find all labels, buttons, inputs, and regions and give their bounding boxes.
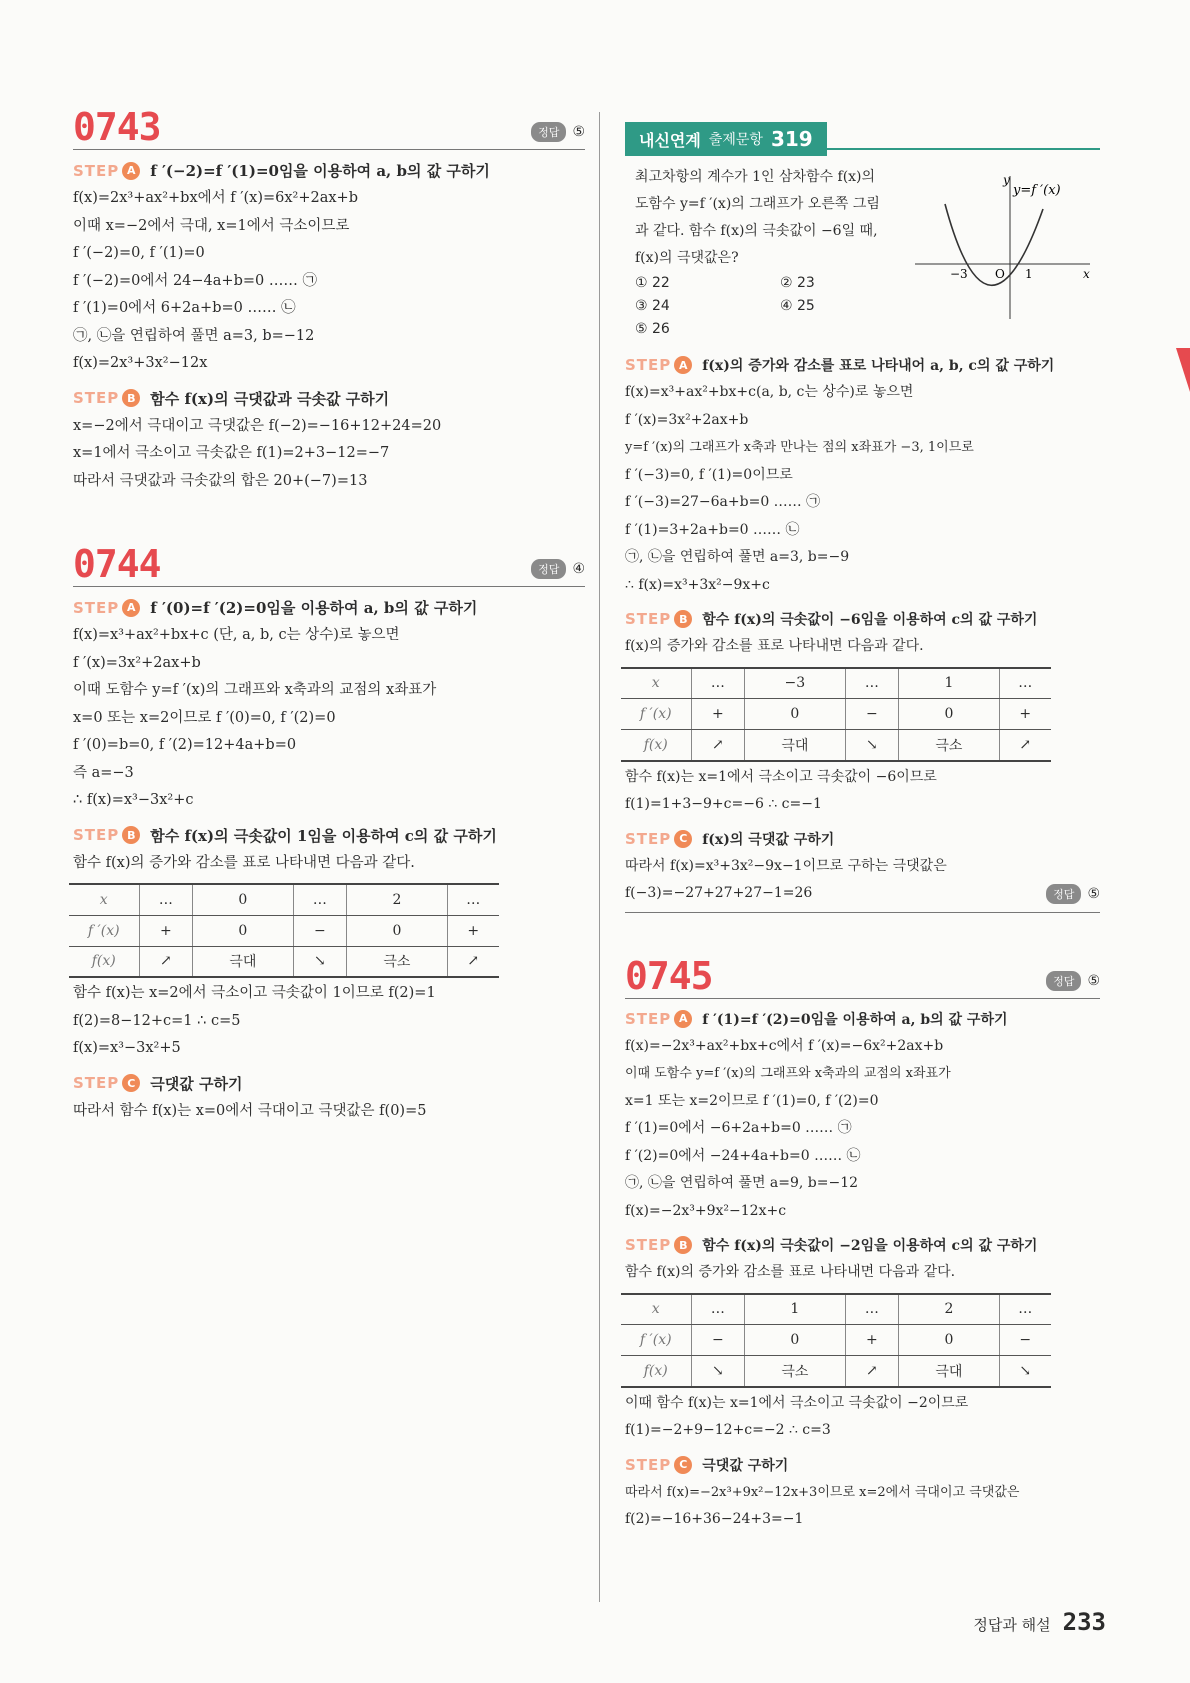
solution-line: 따라서 함수 f(x)는 x=0에서 극대이고 극댓값은 f(0)=5 bbox=[73, 1102, 427, 1119]
step-letter-icon: A bbox=[122, 599, 140, 617]
solution-line: f(x)=2x³+3x²−12x bbox=[73, 355, 208, 371]
step-c bbox=[625, 1455, 1100, 1475]
step-label: STEP bbox=[625, 356, 672, 374]
linked-problem-header bbox=[625, 122, 1100, 156]
step-c bbox=[625, 829, 1100, 849]
problem-0744 bbox=[73, 542, 585, 1125]
table-cell: … bbox=[139, 884, 193, 915]
tab-number: 319 bbox=[770, 127, 813, 151]
step-title: 함수 f(x)의 극솟값이 −2임을 이용하여 c의 값 구하기 bbox=[702, 1238, 1038, 1254]
problem-header bbox=[625, 953, 1100, 999]
sign-table bbox=[69, 883, 499, 978]
choice-3: ③ 24 bbox=[635, 298, 670, 314]
step-c bbox=[73, 1073, 585, 1094]
solution-line: f(x)=x³+ax²+bx+c (단, a, b, c는 상수)로 놓으면 bbox=[73, 627, 400, 643]
solution-line: 즉 a=−3 bbox=[73, 764, 134, 781]
step-b bbox=[73, 825, 585, 846]
step-label: STEP bbox=[625, 610, 672, 628]
choice-4: ④ 25 bbox=[780, 298, 815, 314]
step-letter-icon: C bbox=[122, 1074, 140, 1092]
step-letter-icon: B bbox=[674, 610, 692, 628]
step-title: 극댓값 구하기 bbox=[702, 1457, 789, 1474]
step-label: STEP bbox=[73, 598, 120, 617]
solution-line: f(1)=1+3−9+c=−6 ∴ c=−1 bbox=[625, 796, 822, 812]
step-title: f ′(0)=f ′(2)=0임을 이용하여 a, b의 값 구하기 bbox=[150, 599, 478, 617]
step-label: STEP bbox=[625, 1236, 672, 1254]
root-label: 1 bbox=[1025, 267, 1033, 281]
table-cell: f ′(x) bbox=[69, 915, 139, 946]
answer-indicator bbox=[1046, 971, 1100, 991]
curve-label: y=f ′(x) bbox=[1013, 183, 1061, 198]
table-row bbox=[69, 946, 499, 977]
problem-number: 0744 bbox=[73, 542, 161, 586]
choice-5: ⑤ 26 bbox=[635, 321, 670, 337]
table-cell: ↗ bbox=[691, 730, 745, 761]
table-cell: −3 bbox=[745, 668, 845, 699]
step-title: f ′(−2)=f ′(1)=0임을 이용하여 a, b의 값 구하기 bbox=[150, 162, 490, 180]
step-b bbox=[625, 1235, 1100, 1255]
solution-line: f ′(1)=3+2a+b=0 …… ㉡ bbox=[625, 521, 800, 538]
footer-label: 정답과 해설 bbox=[973, 1616, 1051, 1634]
sign-table bbox=[621, 667, 1051, 762]
table-row bbox=[621, 730, 1051, 761]
table-cell: ↗ bbox=[999, 730, 1051, 761]
table-row bbox=[621, 1356, 1051, 1387]
answer-indicator bbox=[531, 122, 585, 142]
solution-line: f(2)=−16+36−24+3=−1 bbox=[625, 1511, 804, 1527]
table-cell: + bbox=[845, 1325, 899, 1356]
table-cell: … bbox=[691, 668, 745, 699]
header-rule bbox=[827, 148, 1100, 150]
step-a bbox=[73, 160, 585, 181]
solution-line: f ′(x)=3x²+2ax+b bbox=[625, 411, 749, 428]
answer-badge: 정답 bbox=[1046, 971, 1081, 991]
origin-label: O bbox=[995, 267, 1005, 281]
sign-table bbox=[621, 1293, 1051, 1388]
step-letter-icon: B bbox=[674, 1236, 692, 1254]
choice-2: ② 23 bbox=[780, 275, 815, 291]
naesin-linked-problem bbox=[625, 122, 1100, 913]
solution-line: 따라서 f(x)=x³+3x²−9x−1이므로 구하는 극댓값은 bbox=[625, 857, 947, 874]
step-b bbox=[73, 388, 585, 409]
answer-badge: 정답 bbox=[1046, 884, 1081, 904]
solution-line: f(x)=x³−3x²+5 bbox=[73, 1040, 181, 1056]
solution-line: f(x)=−2x³+ax²+bx+c에서 f ′(x)=−6x²+2ax+b bbox=[625, 1037, 944, 1054]
step-label: STEP bbox=[625, 1455, 672, 1474]
linked-problem-tab bbox=[625, 122, 827, 156]
table-cell: … bbox=[999, 668, 1051, 699]
table-row bbox=[621, 699, 1051, 730]
solution-line: f ′(2)=0에서 −24+4a+b=0 …… ㉡ bbox=[625, 1147, 861, 1164]
solution-line: f(x)=−2x³+9x²−12x+c bbox=[625, 1202, 787, 1219]
step-title: 함수 f(x)의 극솟값이 −6임을 이용하여 c의 값 구하기 bbox=[702, 612, 1038, 628]
table-cell: ↘ bbox=[999, 1356, 1051, 1387]
x-axis-label: x bbox=[1083, 267, 1090, 281]
step-a bbox=[625, 1009, 1100, 1029]
solution-line: f(x)의 증가와 감소를 표로 나타내면 다음과 같다. bbox=[625, 638, 924, 654]
table-row bbox=[621, 1325, 1051, 1356]
solution-line: 이때 함수 f(x)는 x=1에서 극소이고 극솟값이 −2이므로 bbox=[625, 1394, 969, 1411]
solution-line: x=−2에서 극대이고 극댓값은 f(−2)=−16+12+24=20 bbox=[73, 417, 442, 434]
table-cell: f(x) bbox=[621, 1356, 691, 1387]
step-label: STEP bbox=[625, 1009, 672, 1028]
question-line: 도함수 y=f ′(x)의 그래프가 오른쪽 그림 bbox=[635, 196, 880, 212]
question-line: 최고차항의 계수가 1인 삼차함수 f(x)의 bbox=[635, 169, 876, 185]
table-cell: x bbox=[69, 884, 139, 915]
answer-choices bbox=[635, 272, 915, 341]
table-cell: … bbox=[293, 884, 347, 915]
y-axis-label: y bbox=[1003, 173, 1010, 187]
page-number: 233 bbox=[1062, 1608, 1106, 1636]
solution-line: 함수 f(x)의 증가와 감소를 표로 나타내면 다음과 같다. bbox=[625, 1264, 956, 1280]
table-cell: 0 bbox=[193, 915, 293, 946]
step-letter-icon: C bbox=[674, 830, 692, 848]
step-a bbox=[625, 355, 1100, 375]
column-divider bbox=[599, 112, 600, 1602]
table-cell: + bbox=[691, 699, 745, 730]
table-cell: ↗ bbox=[845, 1356, 899, 1387]
table-cell: x bbox=[621, 1294, 691, 1325]
solution-line: 이때 도함수 y=f ′(x)의 그래프와 x축과의 교점의 x좌표가 bbox=[625, 1066, 951, 1081]
solution-line: ㉠, ㉡을 연립하여 풀면 a=9, b=−12 bbox=[625, 1175, 859, 1191]
step-label: STEP bbox=[73, 1074, 120, 1092]
step-label: STEP bbox=[73, 389, 120, 407]
table-cell: 극소 bbox=[899, 730, 999, 761]
table-cell: 0 bbox=[899, 699, 999, 730]
solution-line: ㉠, ㉡을 연립하여 풀면 a=3, b=−12 bbox=[73, 327, 315, 344]
problem-header bbox=[73, 542, 585, 587]
page-edge-marker bbox=[1176, 348, 1190, 392]
step-title: f ′(1)=f ′(2)=0임을 이용하여 a, b의 값 구하기 bbox=[702, 1011, 1008, 1028]
table-cell: + bbox=[139, 915, 193, 946]
solution-line: ㉠, ㉡을 연립하여 풀면 a=3, b=−9 bbox=[625, 549, 850, 565]
table-cell: − bbox=[293, 915, 347, 946]
table-cell: 0 bbox=[193, 884, 293, 915]
question-line: 과 같다. 함수 f(x)의 극솟값이 −6일 때, bbox=[635, 223, 878, 239]
solution-line: 따라서 f(x)=−2x³+9x²−12x+3이므로 x=2에서 극대이고 극댓값은 bbox=[625, 1484, 1020, 1500]
step-title: 극댓값 구하기 bbox=[150, 1074, 243, 1093]
table-cell: 0 bbox=[745, 1325, 845, 1356]
question-line: f(x)의 극댓값은? bbox=[635, 250, 739, 266]
table-cell: ↘ bbox=[845, 730, 899, 761]
problem-0745 bbox=[625, 953, 1100, 1534]
table-cell: … bbox=[999, 1294, 1051, 1325]
table-cell: … bbox=[691, 1294, 745, 1325]
table-cell: 극대 bbox=[745, 730, 845, 761]
table-cell: … bbox=[845, 668, 899, 699]
table-cell: − bbox=[999, 1325, 1051, 1356]
table-cell: f ′(x) bbox=[621, 1325, 691, 1356]
table-cell: x bbox=[621, 668, 691, 699]
step-label: STEP bbox=[73, 826, 120, 844]
solution-line: 이때 도함수 y=f ′(x)의 그래프와 x축과의 교점의 x좌표가 bbox=[73, 682, 437, 698]
table-cell: 2 bbox=[347, 884, 447, 915]
tab-title: 내신연계 bbox=[639, 130, 701, 150]
solution-line: 함수 f(x)는 x=1에서 극소이고 극솟값이 −6이므로 bbox=[625, 768, 937, 785]
table-cell: 극소 bbox=[347, 946, 447, 977]
problem-0743 bbox=[73, 105, 585, 495]
table-cell: 극소 bbox=[745, 1356, 845, 1387]
step-letter-icon: A bbox=[674, 1010, 692, 1028]
step-b bbox=[625, 609, 1100, 629]
table-cell: 0 bbox=[745, 699, 845, 730]
solution-line: ∴ f(x)=x³−3x²+c bbox=[73, 792, 194, 808]
table-cell: f(x) bbox=[69, 946, 139, 977]
step-label: STEP bbox=[73, 161, 120, 180]
step-letter-icon: B bbox=[122, 826, 140, 844]
answer-badge: 정답 bbox=[531, 122, 566, 142]
table-cell: 극대 bbox=[899, 1356, 999, 1387]
answer-value: ④ bbox=[572, 561, 585, 577]
solution-line: f ′(1)=0에서 6+2a+b=0 …… ㉡ bbox=[73, 300, 296, 316]
table-cell: ↘ bbox=[293, 946, 347, 977]
solution-line: f ′(−2)=0, f ′(1)=0 bbox=[73, 245, 205, 261]
table-row bbox=[69, 915, 499, 946]
solution-line: 함수 f(x)의 증가와 감소를 표로 나타내면 다음과 같다. bbox=[73, 854, 415, 871]
table-row bbox=[69, 884, 499, 915]
table-cell: − bbox=[845, 699, 899, 730]
problem-number: 0745 bbox=[625, 953, 713, 998]
solution-line: f ′(x)=3x²+2ax+b bbox=[73, 654, 201, 671]
page-footer bbox=[973, 1608, 1106, 1636]
solution-line: f ′(1)=0에서 −6+2a+b=0 …… ㉠ bbox=[625, 1120, 852, 1136]
table-cell: … bbox=[447, 884, 499, 915]
solution-line: 따라서 극댓값과 극솟값의 합은 20+(−7)=13 bbox=[73, 472, 368, 489]
solution-line: f ′(−2)=0에서 24−4a+b=0 …… ㉠ bbox=[73, 272, 317, 289]
table-cell: ↗ bbox=[447, 946, 499, 977]
solution-line: y=f ′(x)의 그래프가 x축과 만나는 점의 x좌표가 −3, 1이므로 bbox=[625, 440, 974, 455]
table-cell: 1 bbox=[745, 1294, 845, 1325]
table-cell: + bbox=[999, 699, 1051, 730]
table-cell: ↗ bbox=[139, 946, 193, 977]
step-letter-icon: C bbox=[674, 1456, 692, 1474]
problem-number: 0743 bbox=[73, 105, 161, 149]
step-a bbox=[73, 597, 585, 618]
solution-line: f ′(0)=b=0, f ′(2)=12+4a+b=0 bbox=[73, 737, 297, 753]
table-cell: 0 bbox=[347, 915, 447, 946]
solution-line: f ′(−3)=27−6a+b=0 …… ㉠ bbox=[625, 494, 821, 510]
table-cell: + bbox=[447, 915, 499, 946]
table-cell: 2 bbox=[899, 1294, 999, 1325]
table-cell: 1 bbox=[899, 668, 999, 699]
step-title: f(x)의 극댓값 구하기 bbox=[702, 831, 835, 848]
step-label: STEP bbox=[625, 829, 672, 848]
right-column bbox=[625, 122, 1100, 1534]
root-label: −3 bbox=[950, 267, 968, 281]
answer-value: ⑤ bbox=[1087, 885, 1100, 902]
solution-line: f(2)=8−12+c=1 ∴ c=5 bbox=[73, 1012, 241, 1029]
step-title: 함수 f(x)의 극솟값이 1임을 이용하여 c의 값 구하기 bbox=[150, 826, 497, 845]
left-column bbox=[73, 105, 585, 1125]
answer-value: ⑤ bbox=[1087, 972, 1100, 989]
answer-value: ⑤ bbox=[572, 124, 585, 140]
answer-badge: 정답 bbox=[531, 559, 566, 579]
solution-line: x=0 또는 x=2이므로 f ′(0)=0, f ′(2)=0 bbox=[73, 709, 336, 726]
solution-line: f(−3)=−27+27+27−1=26 bbox=[625, 885, 813, 901]
answer-indicator bbox=[531, 559, 585, 579]
table-cell: 0 bbox=[899, 1325, 999, 1356]
table-row bbox=[621, 668, 1051, 699]
step-title: f(x)의 증가와 감소를 표로 나타내어 a, b, c의 값 구하기 bbox=[702, 358, 1055, 374]
solution-line: x=1에서 극소이고 극솟값은 f(1)=2+3−12=−7 bbox=[73, 445, 390, 461]
solution-line: ∴ f(x)=x³+3x²−9x+c bbox=[625, 576, 770, 593]
table-cell: 극대 bbox=[193, 946, 293, 977]
solution-line: f ′(−3)=0, f ′(1)=0이므로 bbox=[625, 466, 793, 483]
answer-indicator bbox=[1046, 884, 1100, 904]
step-letter-icon: B bbox=[122, 389, 140, 407]
problem-header bbox=[73, 105, 585, 150]
table-cell: … bbox=[845, 1294, 899, 1325]
table-row bbox=[621, 1294, 1051, 1325]
table-cell: ↘ bbox=[691, 1356, 745, 1387]
step-letter-icon: A bbox=[674, 356, 692, 374]
solution-line: f(1)=−2+9−12+c=−2 ∴ c=3 bbox=[625, 1422, 831, 1438]
derivative-graph bbox=[915, 164, 1095, 324]
solution-line: 함수 f(x)는 x=2에서 극소이고 극솟값이 1이므로 f(2)=1 bbox=[73, 985, 436, 1001]
step-title: 함수 f(x)의 극댓값과 극솟값 구하기 bbox=[150, 389, 390, 408]
table-cell: f ′(x) bbox=[621, 699, 691, 730]
solution-line: x=1 또는 x=2이므로 f ′(1)=0, f ′(2)=0 bbox=[625, 1092, 879, 1109]
table-cell: − bbox=[691, 1325, 745, 1356]
solution-line: 이때 x=−2에서 극대, x=1에서 극소이므로 bbox=[73, 217, 350, 234]
solution-line: f(x)=2x³+ax²+bx에서 f ′(x)=6x²+2ax+b bbox=[73, 190, 358, 206]
solution-line: f(x)=x³+ax²+bx+c(a, b, c는 상수)로 놓으면 bbox=[625, 384, 914, 400]
step-letter-icon: A bbox=[122, 162, 140, 180]
tab-subtitle: 출제문항 bbox=[708, 132, 763, 148]
table-cell: f(x) bbox=[621, 730, 691, 761]
choice-1: ① 22 bbox=[635, 275, 670, 291]
